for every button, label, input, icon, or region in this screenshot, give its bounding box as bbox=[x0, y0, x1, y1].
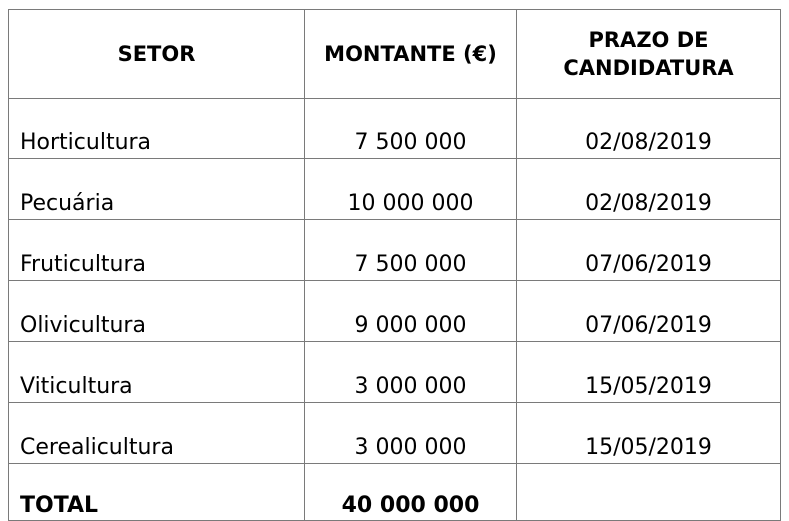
table-row bbox=[9, 159, 781, 220]
funding-table-container bbox=[8, 9, 781, 521]
table-row bbox=[9, 99, 781, 159]
deadline-cell: 15/05/2019 bbox=[517, 342, 781, 403]
funding-table bbox=[8, 9, 781, 521]
table-body bbox=[9, 99, 781, 521]
deadline-cell: 07/06/2019 bbox=[517, 220, 781, 281]
header-deadline bbox=[517, 10, 781, 99]
sector-cell: Viticultura bbox=[9, 342, 305, 403]
table-row bbox=[9, 281, 781, 342]
header-deadline-line2: CANDIDATURA bbox=[563, 56, 734, 80]
header-deadline-line1: PRAZO DE bbox=[588, 28, 709, 52]
sector-cell: Olivicultura bbox=[9, 281, 305, 342]
amount-cell: 10 000 000 bbox=[305, 159, 517, 220]
amount-cell: 7 500 000 bbox=[305, 220, 517, 281]
deadline-cell: 15/05/2019 bbox=[517, 403, 781, 464]
table-row bbox=[9, 220, 781, 281]
table-header bbox=[9, 10, 781, 99]
sector-cell: Fruticultura bbox=[9, 220, 305, 281]
table-row bbox=[9, 342, 781, 403]
sector-cell: Pecuária bbox=[9, 159, 305, 220]
amount-cell: 3 000 000 bbox=[305, 403, 517, 464]
header-row bbox=[9, 10, 781, 99]
amount-cell: 9 000 000 bbox=[305, 281, 517, 342]
total-amount: 40 000 000 bbox=[305, 464, 517, 521]
sector-cell: Horticultura bbox=[9, 99, 305, 159]
header-sector: SETOR bbox=[9, 10, 305, 99]
table-row bbox=[9, 403, 781, 464]
deadline-cell: 02/08/2019 bbox=[517, 99, 781, 159]
amount-cell: 7 500 000 bbox=[305, 99, 517, 159]
header-amount: MONTANTE (€) bbox=[305, 10, 517, 99]
deadline-cell: 07/06/2019 bbox=[517, 281, 781, 342]
total-deadline bbox=[517, 464, 781, 521]
sector-cell: Cerealicultura bbox=[9, 403, 305, 464]
amount-cell: 3 000 000 bbox=[305, 342, 517, 403]
total-label: TOTAL bbox=[9, 464, 305, 521]
total-row bbox=[9, 464, 781, 521]
deadline-cell: 02/08/2019 bbox=[517, 159, 781, 220]
